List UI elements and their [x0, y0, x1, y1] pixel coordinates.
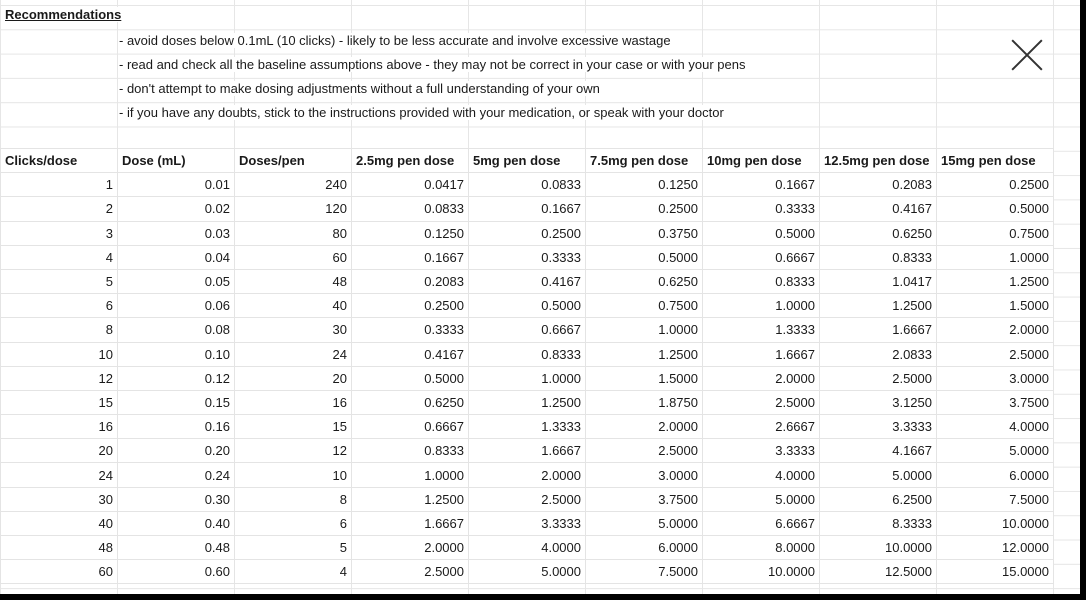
- table-cell[interactable]: 5: [235, 536, 352, 560]
- table-cell[interactable]: 4.1667: [820, 439, 937, 463]
- table-cell[interactable]: 10.0000: [703, 560, 820, 584]
- table-cell[interactable]: 0.0833: [469, 173, 586, 197]
- table-cell[interactable]: 8.3333: [820, 511, 937, 535]
- table-cell[interactable]: 0.6250: [352, 390, 469, 414]
- column-header[interactable]: 10mg pen dose: [703, 149, 820, 173]
- table-cell[interactable]: 8.0000: [703, 536, 820, 560]
- table-cell[interactable]: 48: [235, 269, 352, 293]
- table-cell[interactable]: 0.2083: [820, 173, 937, 197]
- table-cell[interactable]: 1.0417: [820, 269, 937, 293]
- table-cell[interactable]: 24: [235, 342, 352, 366]
- table-cell[interactable]: 30: [1, 487, 118, 511]
- table-cell[interactable]: 0.12: [118, 366, 235, 390]
- table-cell[interactable]: 6.0000: [586, 536, 703, 560]
- table-cell[interactable]: 0.03: [118, 221, 235, 245]
- table-cell[interactable]: 12: [235, 439, 352, 463]
- table-cell[interactable]: 1.0000: [937, 245, 1054, 269]
- table-cell[interactable]: 3.3333: [703, 439, 820, 463]
- table-cell[interactable]: 0.40: [118, 511, 235, 535]
- table-cell[interactable]: 0.6667: [469, 318, 586, 342]
- table-cell[interactable]: 1.2500: [352, 487, 469, 511]
- table-cell[interactable]: 6: [1, 294, 118, 318]
- table-row: [1, 366, 1054, 390]
- table-cell[interactable]: 0.24: [118, 463, 235, 487]
- table-cell[interactable]: 5.0000: [820, 463, 937, 487]
- table-cell[interactable]: 0.16: [118, 415, 235, 439]
- table-cell[interactable]: 0.60: [118, 560, 235, 584]
- table-row: [1, 221, 1054, 245]
- table-cell[interactable]: 0.5000: [352, 366, 469, 390]
- recommendation-line: - avoid doses below 0.1mL (10 clicks) - likely to be less accurate and involve excessive wastage: [119, 33, 675, 48]
- table-cell[interactable]: 0.1667: [703, 173, 820, 197]
- table-cell[interactable]: 5.0000: [469, 560, 586, 584]
- table-cell[interactable]: 1.0000: [703, 294, 820, 318]
- table-cell[interactable]: 4: [1, 245, 118, 269]
- table-cell[interactable]: 60: [235, 245, 352, 269]
- table-cell[interactable]: 0.6250: [586, 269, 703, 293]
- table-cell[interactable]: 40: [1, 511, 118, 535]
- table-cell[interactable]: 3.1250: [820, 390, 937, 414]
- table-cell[interactable]: 0.08: [118, 318, 235, 342]
- table-cell[interactable]: 0.10: [118, 342, 235, 366]
- table-cell[interactable]: 1.3333: [469, 415, 586, 439]
- table-cell[interactable]: 0.5000: [703, 221, 820, 245]
- table-row: [1, 269, 1054, 293]
- table-cell[interactable]: 0.8333: [703, 269, 820, 293]
- table-cell[interactable]: 12.0000: [937, 536, 1054, 560]
- table-cell[interactable]: 0.1667: [469, 197, 586, 221]
- table-cell[interactable]: 2.0000: [469, 463, 586, 487]
- table-row: [1, 511, 1054, 535]
- table-cell[interactable]: 2.6667: [703, 415, 820, 439]
- table-cell[interactable]: 0.3333: [352, 318, 469, 342]
- table-cell[interactable]: 0.06: [118, 294, 235, 318]
- table-cell[interactable]: 0.3750: [586, 221, 703, 245]
- table-cell[interactable]: 1.5000: [937, 294, 1054, 318]
- table-cell[interactable]: 2.0000: [352, 536, 469, 560]
- recommendation-line: - read and check all the baseline assumptions above - they may not be correct in your case or with your pens: [119, 57, 750, 72]
- table-cell[interactable]: 0.8333: [352, 439, 469, 463]
- table-cell[interactable]: 0.4167: [820, 197, 937, 221]
- table-row: [1, 294, 1054, 318]
- table-cell[interactable]: 0.8333: [820, 245, 937, 269]
- table-cell[interactable]: 3.3333: [820, 415, 937, 439]
- table-cell[interactable]: 10.0000: [937, 511, 1054, 535]
- table-cell[interactable]: 2.5000: [352, 560, 469, 584]
- table-cell[interactable]: 2.5000: [820, 366, 937, 390]
- table-cell[interactable]: 0.7500: [586, 294, 703, 318]
- table-cell[interactable]: 0.5000: [469, 294, 586, 318]
- table-cell[interactable]: 0.5000: [586, 245, 703, 269]
- table-cell[interactable]: 12: [1, 366, 118, 390]
- table-cell[interactable]: 1.0000: [352, 463, 469, 487]
- table-cell[interactable]: 0.48: [118, 536, 235, 560]
- table-cell[interactable]: 48: [1, 536, 118, 560]
- table-cell[interactable]: 0.30: [118, 487, 235, 511]
- table-cell[interactable]: 7.5000: [937, 487, 1054, 511]
- table-cell[interactable]: 6.2500: [820, 487, 937, 511]
- table-cell[interactable]: 80: [235, 221, 352, 245]
- table-cell[interactable]: 40: [235, 294, 352, 318]
- table-cell[interactable]: 1.6667: [820, 318, 937, 342]
- table-cell[interactable]: 8: [235, 487, 352, 511]
- table-cell[interactable]: 1.5000: [586, 366, 703, 390]
- column-header[interactable]: 2.5mg pen dose: [352, 149, 469, 173]
- table-cell[interactable]: 1.6667: [703, 342, 820, 366]
- table-row: [1, 390, 1054, 414]
- table-cell[interactable]: 1.8750: [586, 390, 703, 414]
- table-cell[interactable]: 5: [1, 269, 118, 293]
- table-cell[interactable]: 0.2500: [469, 221, 586, 245]
- table-cell[interactable]: 0.4167: [352, 342, 469, 366]
- table-cell[interactable]: 0.2500: [586, 197, 703, 221]
- table-cell[interactable]: 0.0833: [352, 197, 469, 221]
- table-cell[interactable]: 2.0833: [820, 342, 937, 366]
- column-header[interactable]: 12.5mg pen dose: [820, 149, 937, 173]
- table-cell[interactable]: 20: [1, 439, 118, 463]
- table-cell[interactable]: 10: [1, 342, 118, 366]
- table-cell[interactable]: 0.3333: [703, 197, 820, 221]
- table-cell[interactable]: 0.5000: [937, 197, 1054, 221]
- table-cell[interactable]: 2.5000: [586, 439, 703, 463]
- table-row: [1, 560, 1054, 584]
- table-cell[interactable]: 3.3333: [469, 511, 586, 535]
- table-cell[interactable]: 240: [235, 173, 352, 197]
- table-cell[interactable]: 2.0000: [703, 366, 820, 390]
- dose-table: [0, 148, 1054, 584]
- table-cell[interactable]: 0.0417: [352, 173, 469, 197]
- table-cell[interactable]: 0.6250: [820, 221, 937, 245]
- table-cell[interactable]: 16: [1, 415, 118, 439]
- table-cell[interactable]: 1.3333: [703, 318, 820, 342]
- table-cell[interactable]: 2: [1, 197, 118, 221]
- table-cell[interactable]: 2.0000: [937, 318, 1054, 342]
- recommendation-line: - don't attempt to make dosing adjustments without a full understanding of your own: [119, 81, 604, 96]
- table-cell[interactable]: 1.2500: [469, 390, 586, 414]
- table-cell[interactable]: 0.20: [118, 439, 235, 463]
- table-cell[interactable]: 1.0000: [469, 366, 586, 390]
- table-cell[interactable]: 3.0000: [937, 366, 1054, 390]
- table-cell[interactable]: 2.0000: [586, 415, 703, 439]
- table-cell[interactable]: 4: [235, 560, 352, 584]
- table-cell[interactable]: 6: [235, 511, 352, 535]
- table-cell[interactable]: 0.1667: [352, 245, 469, 269]
- column-header[interactable]: 15mg pen dose: [937, 149, 1054, 173]
- table-cell[interactable]: 1.0000: [586, 318, 703, 342]
- table-row: [1, 463, 1054, 487]
- table-row: [1, 439, 1054, 463]
- table-cell[interactable]: 0.15: [118, 390, 235, 414]
- table-cell[interactable]: 5.0000: [586, 511, 703, 535]
- column-header[interactable]: Clicks/dose: [1, 149, 118, 173]
- table-cell[interactable]: 0.3333: [469, 245, 586, 269]
- table-cell[interactable]: 24: [1, 463, 118, 487]
- table-cell[interactable]: 1: [1, 173, 118, 197]
- table-cell[interactable]: 10: [235, 463, 352, 487]
- table-cell[interactable]: 1.6667: [469, 439, 586, 463]
- table-header-row: [1, 149, 1054, 173]
- recommendation-line: - if you have any doubts, stick to the instructions provided with your medication, or speak with your doctor: [119, 105, 728, 120]
- table-cell[interactable]: 0.05: [118, 269, 235, 293]
- column-header[interactable]: 7.5mg pen dose: [586, 149, 703, 173]
- close-icon[interactable]: [1008, 36, 1046, 74]
- table-cell[interactable]: 1.2500: [820, 294, 937, 318]
- table-row: [1, 342, 1054, 366]
- table-body: [1, 173, 1054, 584]
- table-cell[interactable]: 6.6667: [703, 511, 820, 535]
- table-cell[interactable]: 12.5000: [820, 560, 937, 584]
- table-cell[interactable]: 0.8333: [469, 342, 586, 366]
- table-cell[interactable]: 15.0000: [937, 560, 1054, 584]
- table-cell[interactable]: 2.5000: [937, 342, 1054, 366]
- table-cell[interactable]: 4.0000: [937, 415, 1054, 439]
- table-cell[interactable]: 4.0000: [469, 536, 586, 560]
- table-row: [1, 487, 1054, 511]
- table-cell[interactable]: 0.7500: [937, 221, 1054, 245]
- table-cell[interactable]: 7.5000: [586, 560, 703, 584]
- table-cell[interactable]: 3: [1, 221, 118, 245]
- recommendations-title: Recommendations: [5, 7, 122, 22]
- column-header[interactable]: Dose (mL): [118, 149, 235, 173]
- table-cell[interactable]: 0.6667: [703, 245, 820, 269]
- column-header[interactable]: Doses/pen: [235, 149, 352, 173]
- table-row: [1, 318, 1054, 342]
- table-row: [1, 536, 1054, 560]
- table-row: [1, 197, 1054, 221]
- table-cell[interactable]: 16: [235, 390, 352, 414]
- table-cell[interactable]: 5.0000: [703, 487, 820, 511]
- table-row: [1, 173, 1054, 197]
- table-cell[interactable]: 6.0000: [937, 463, 1054, 487]
- table-cell[interactable]: 0.02: [118, 197, 235, 221]
- table-cell[interactable]: 60: [1, 560, 118, 584]
- table-cell[interactable]: 0.2083: [352, 269, 469, 293]
- table-cell[interactable]: 3.0000: [586, 463, 703, 487]
- table-cell[interactable]: 0.2500: [937, 173, 1054, 197]
- table-cell[interactable]: 4.0000: [703, 463, 820, 487]
- table-cell[interactable]: 1.6667: [352, 511, 469, 535]
- table-cell[interactable]: 15: [235, 415, 352, 439]
- table-cell[interactable]: 0.6667: [352, 415, 469, 439]
- table-cell[interactable]: 8: [1, 318, 118, 342]
- table-row: [1, 245, 1054, 269]
- table-cell[interactable]: 30: [235, 318, 352, 342]
- table-cell[interactable]: 2.5000: [469, 487, 586, 511]
- table-cell[interactable]: 1.2500: [937, 269, 1054, 293]
- table-cell[interactable]: 10.0000: [820, 536, 937, 560]
- column-header[interactable]: 5mg pen dose: [469, 149, 586, 173]
- table-cell[interactable]: 0.4167: [469, 269, 586, 293]
- table-cell[interactable]: 0.01: [118, 173, 235, 197]
- table-cell[interactable]: 2.5000: [703, 390, 820, 414]
- table-cell[interactable]: 5.0000: [937, 439, 1054, 463]
- table-cell[interactable]: 3.7500: [586, 487, 703, 511]
- table-cell[interactable]: 1.2500: [586, 342, 703, 366]
- table-cell[interactable]: 15: [1, 390, 118, 414]
- table-cell[interactable]: 0.1250: [586, 173, 703, 197]
- table-cell[interactable]: 0.04: [118, 245, 235, 269]
- table-cell[interactable]: 20: [235, 366, 352, 390]
- table-cell[interactable]: 0.1250: [352, 221, 469, 245]
- table-cell[interactable]: 120: [235, 197, 352, 221]
- table-cell[interactable]: 0.2500: [352, 294, 469, 318]
- table-row: [1, 415, 1054, 439]
- table-cell[interactable]: 3.7500: [937, 390, 1054, 414]
